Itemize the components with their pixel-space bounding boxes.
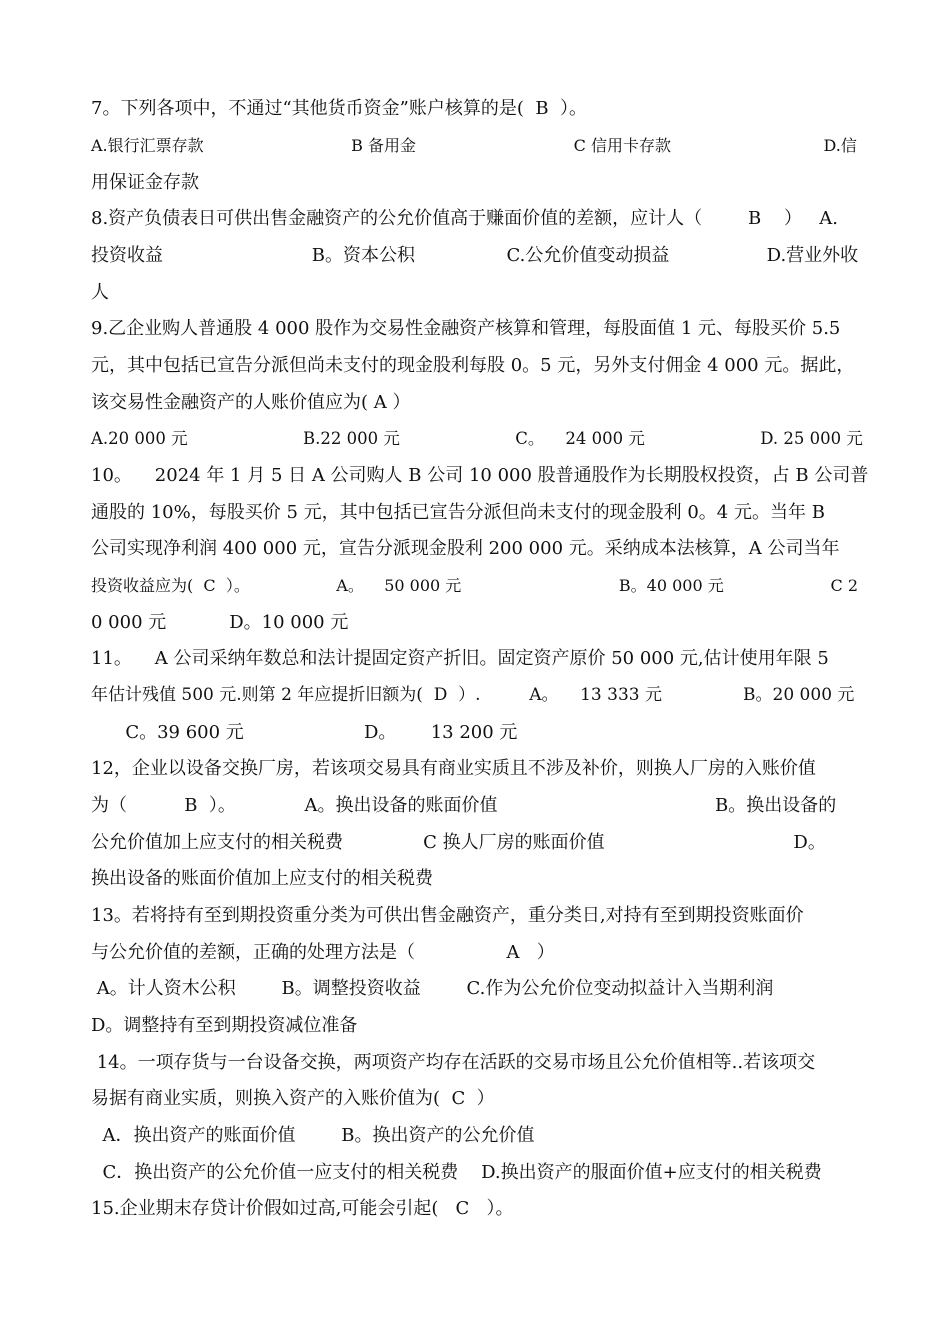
text-line: 14。一项存货与一台设备交换，两项资产均存在活跃的交易市场且公允价值相等..若该项交 xyxy=(91,1052,816,1073)
text-line: 公允价值加上应支付的相关税费 C 换人厂房的账面价值 D。 xyxy=(91,832,826,853)
text-line: D。调整持有至到期投资减位准备 xyxy=(91,1015,358,1036)
text-line: 公司实现净利润 400 000 元，宣告分派现金股利 200 000 元。采纳成本法核算，A 公司当年 xyxy=(91,538,840,559)
text-line: A.银行汇票存款 B 备用金 C 信用卡存款 D.信 xyxy=(91,136,857,155)
text-line: 换出设备的账面价值加上应支付的相关税费 xyxy=(91,868,433,889)
text-line: 7。下列各项中，不通过“其他货币资金”账户核算的是( B ）。 xyxy=(91,98,587,119)
text-line: 为（ B ）。 A。换出设备的账面价值 B。换出设备的 xyxy=(91,795,837,816)
text-line: 投资收益应为( C ）。 A。 50 000 元 B。40 000 元 C 2 xyxy=(91,576,859,595)
text-line: 13。若将持有至到期投资重分类为可供出售金融资产，重分类日,对持有至到期投资账面价 xyxy=(91,905,804,926)
text-line: 15.企业期末存贷计价假如过高,可能会引起( C ）。 xyxy=(91,1198,514,1219)
text-line: A.20 000 元 B.22 000 元 C。 24 000 元 D. 25 000 元 xyxy=(91,429,863,448)
text-line: 9.乙企业购人普通股 4 000 股作为交易性金融资产核算和管理，每股面值 1 元、每股买价 5.5 xyxy=(91,318,841,339)
text-line: 8.资产负债表日可供出售金融资产的公允价值高于赚面价值的差额，应计人（ B ） A. xyxy=(91,208,838,229)
text-line: 12，企业以设备交换厂房，若该项交易具有商业实质且不涉及补价，则换人厂房的入账价值 xyxy=(91,758,816,779)
text-line: A．换出资产的账面价值 B。换出资产的公允价值 xyxy=(91,1125,535,1146)
text-line: 10。 2024 年 1 月 5 日 A 公司购人 B 公司 10 000 股普通股作为长期股权投资，占 B 公司普 xyxy=(91,465,869,486)
text-line: C。39 600 元 D。 13 200 元 xyxy=(91,722,518,743)
text-line: 该交易性金融资产的人账价值应为( A ） xyxy=(91,392,411,413)
text-line: 用保证金存款 xyxy=(91,172,199,193)
text-line: 11。 A 公司采纳年数总和法计提固定资产折旧。固定资产原价 50 000 元,估计使用年限 5 xyxy=(91,648,829,669)
text-line: 通股的 10%，每股买价 5 元，其中包括已宣告分派但尚未支付的现金股利 0。4 元。当年 B xyxy=(91,502,825,523)
text-line: 元，其中包括已宣告分派但尚未支付的现金股利每股 0。5 元，另外支付佣金 4 000 元。据此， xyxy=(91,355,855,376)
text-line: 0 000 元 D。10 000 元 xyxy=(91,612,349,633)
text-line: 人 xyxy=(91,282,109,303)
text-line: 与公允价值的差额，正确的处理方法是（ A ） xyxy=(91,942,555,963)
text-line: 投资收益 B。资本公积 C.公允价值变动损益 D.营业外收 xyxy=(91,245,859,266)
text-line: 年估计残值 500 元.则第 2 年应提折旧额为( D ）. A。 13 333 元 B。20 000 元 xyxy=(91,685,855,705)
text-line: C．换出资产的公允价值一应支付的相关税费 D.换出资产的服面价值+应支付的相关税费 xyxy=(91,1162,822,1183)
text-line: A。计人资木公积 B。调整投资收益 C.作为公允价位变动拟益计入当期利润 xyxy=(91,978,774,999)
text-line: 易据有商业实质，则换入资产的入账价值为( C ） xyxy=(91,1088,495,1109)
